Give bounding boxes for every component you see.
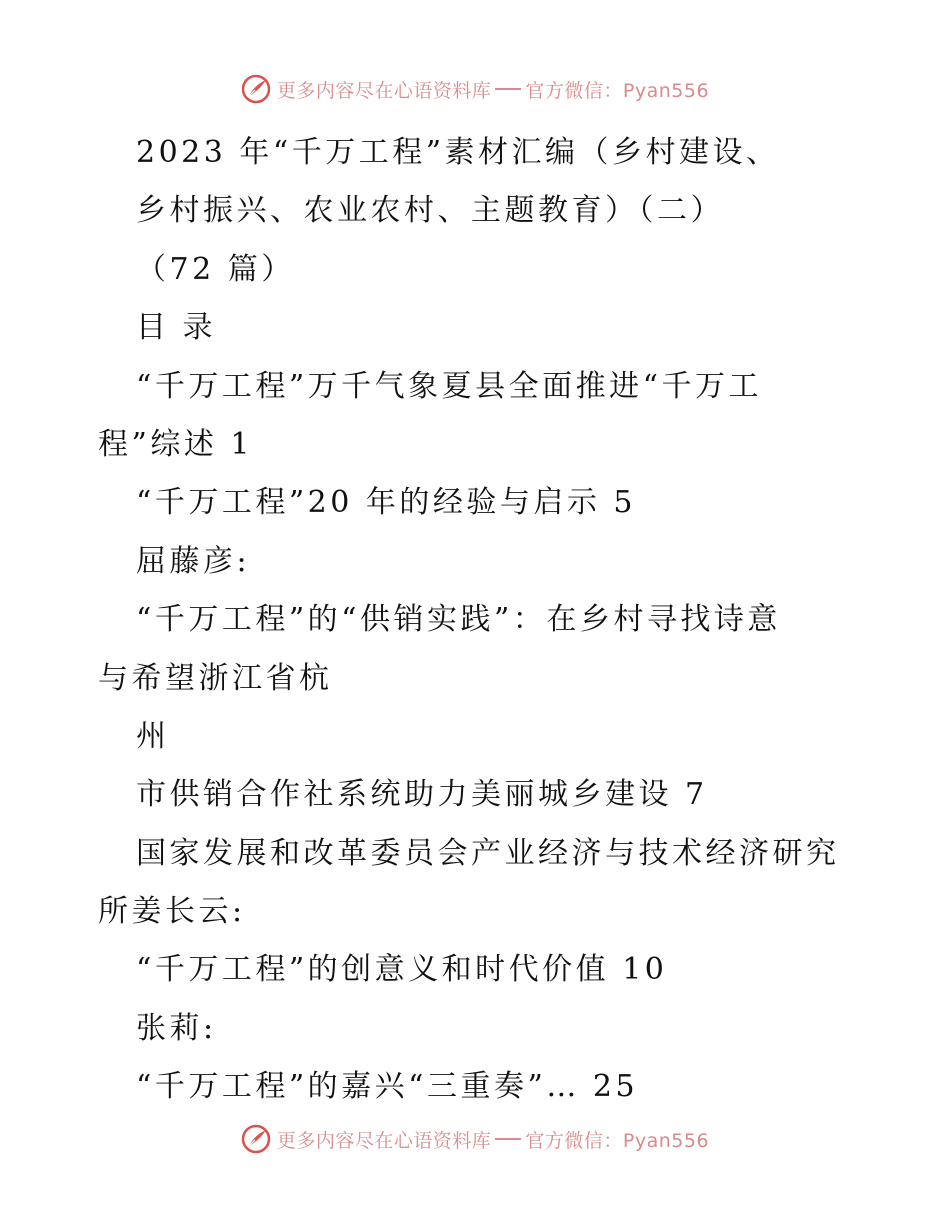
footer-watermark — [0, 1122, 950, 1156]
toc-entry: “千万工程”的创意义和时代价值 10 — [136, 952, 668, 988]
toc-heading: 目 录 — [136, 310, 217, 346]
doc-line: （72 篇） — [136, 251, 295, 287]
quill-logo-icon — [241, 1124, 271, 1154]
toc-entry-continuation: 市供销合作社系统助力美丽城乡建设 7 — [136, 777, 708, 813]
watermark-dash — [495, 88, 521, 90]
toc-entry-continuation: 与希望浙江省杭 — [98, 660, 333, 696]
doc-line: 2023 年“千万工程”素材汇编（乡村建设、 — [136, 135, 780, 170]
watermark-text: 更多内容尽在心语资料库 — [276, 79, 492, 102]
toc-entry: “千万工程”20 年的经验与启示 5 — [136, 485, 637, 521]
toc-entry: “千万工程”的“供销实践”：在乡村寻找诗意 — [136, 602, 781, 638]
quill-logo-icon — [241, 74, 271, 104]
toc-author: 屈藤彦: — [136, 543, 251, 579]
watermark-text: 更多内容尽在心语资料库 — [276, 1129, 492, 1152]
document-body — [98, 124, 858, 1117]
toc-entry-continuation: 州 — [136, 718, 170, 754]
watermark-dash — [495, 1138, 521, 1140]
toc-entry-continuation: 程”综述 1 — [98, 426, 253, 462]
watermark-contact: 官方微信：Pyan556 — [525, 79, 710, 102]
toc-entry: “千万工程”的嘉兴“三重奏”… 25 — [136, 1069, 639, 1105]
toc-entry: “千万工程”万千气象夏县全面推进“千万工 — [136, 368, 763, 404]
watermark-contact: 官方微信：Pyan556 — [525, 1129, 710, 1152]
toc-author: 国家发展和改革委员会产业经济与技术经济研究 — [136, 835, 840, 871]
toc-author-continuation: 所姜长云: — [98, 894, 246, 930]
toc-author: 张莉: — [136, 1010, 217, 1046]
doc-line: 乡村振兴、农业农村、主题教育）（二） — [136, 193, 724, 229]
header-watermark — [0, 72, 950, 106]
